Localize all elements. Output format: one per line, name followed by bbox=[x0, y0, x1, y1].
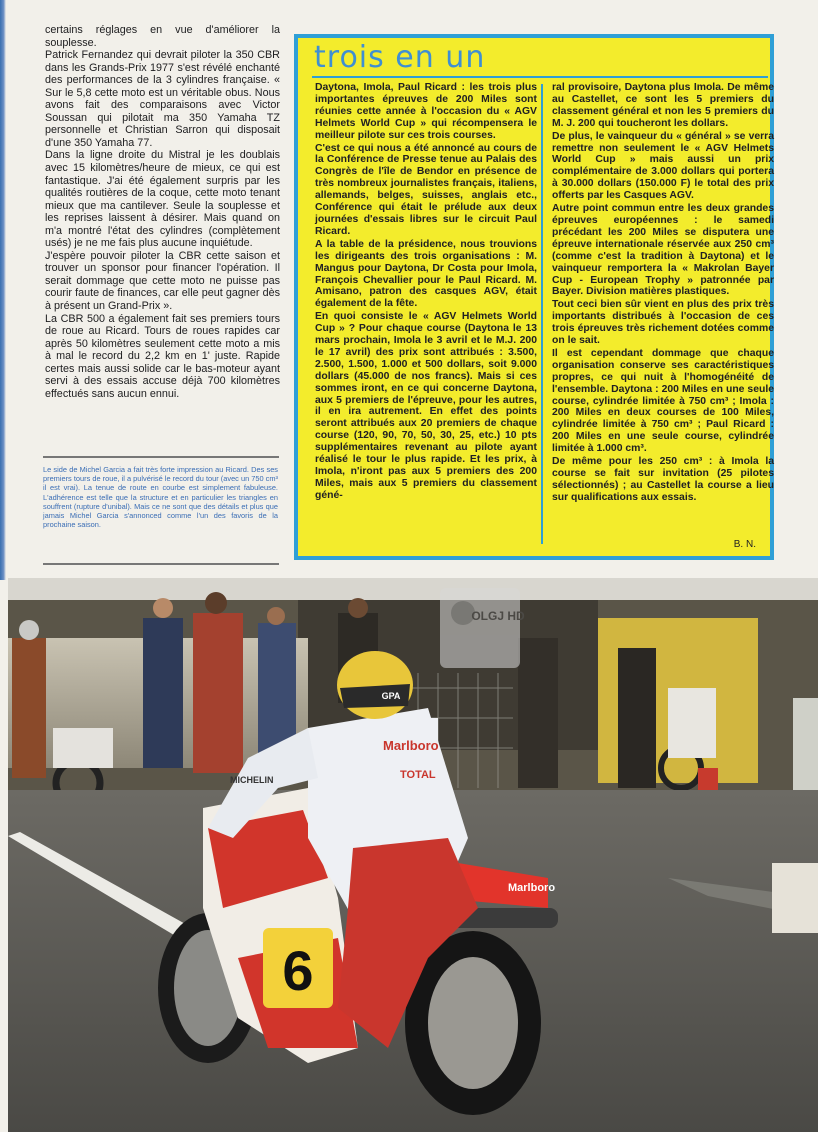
watermark-logo bbox=[440, 588, 525, 668]
race-photo-illustration bbox=[8, 578, 818, 1132]
rider-sponsor-label: Marlboro bbox=[383, 738, 439, 753]
box-column-1 bbox=[315, 82, 537, 503]
article-paragraph: Patrick Fernandez qui devrait piloter la 350 CBR dans les Grands-Prix 1977 s'est révélé enchanté des performances de la 3 cylindres française. « Sur le 5,8 cette moto est un véritable obus. Nous avons fait des comparaisons avec Victor Soussan qui pilotait ma 350 Yamaha TZ personnelle et Christian Sarron qui disposait d'une 350 Yamaha 77. bbox=[45, 49, 280, 149]
page-edge-stripe bbox=[0, 0, 6, 580]
box-paragraph: Autre point commun entre les deux grandes épreuves européennes : le samedi précédant les 200 Miles se disputera une épreuve internationale réservée aux 250 cm³ (comme c'est la tradition à Daytona) et le vainqueur remportera la « Makrolan Bayer Cup - European Trophy » patronnée par Bayer. Division matières plastiques. bbox=[552, 203, 774, 298]
trackside-barrier bbox=[772, 863, 818, 933]
box-paragraph: De plus, le vainqueur du « général » se verra remettre non seulement le « AGV Helmets World Cup » mais aussi un prix complémentaire de 3.000 dollars qui portera à 30.000 dollars (150.000 F) le total des prix offerts par les Casques AGV. bbox=[552, 130, 774, 202]
box-paragraph: Tout ceci bien sûr vient en plus des prix très importants distribués à l'occasion de ces trois épreuves très richement dotées comme on le sait. bbox=[552, 299, 774, 347]
box-title-rule bbox=[312, 76, 768, 78]
box-paragraph: De même pour les 250 cm³ : à Imola la course se fait sur invitation (25 pilotes sélectionnés) ; au Castellet la course a lieu sur qualifications aux essais. bbox=[552, 456, 774, 503]
box-column-divider bbox=[541, 84, 543, 544]
watermark-text: OLGJ HD bbox=[471, 609, 525, 623]
pit-roof bbox=[8, 578, 818, 600]
helmet-sponsor-label: GPA bbox=[381, 691, 401, 701]
box-paragraph: Il est cependant dommage que chaque organisation conserve ses caractéristiques propres, ce qui nuit à l'homogénéité de l'ensemble. Daytona : 200 Miles en une seule course, cylindrée limitée à 750 cm³ ; Imola : 200 Miles en deux courses de 100 Miles, cylindrée limitée à 750 cm³ ; Paul Ricard : 200 Miles en une seule course, cylindrée limitée à 1.000 cm³. bbox=[552, 347, 774, 455]
sidebar-box-trois-en-un bbox=[294, 34, 774, 560]
box-paragraph: ral provisoire, Daytona plus Imola. De même au Castellet, ce sont les 5 premiers du classement général et non les 5 premiers du M. J. 200 qui toucheront les dollars. bbox=[552, 82, 774, 129]
bike-number: 6 bbox=[282, 939, 314, 1002]
box-paragraph: C'est ce qui nous a été annoncé au cours de la Conférence de Presse tenue au Palais des Congrès de l'île de Bendor en présence de très nombreux journalistes français, italiens, allemands, belges, suisses, anglais etc., Conférence qui était le prélude aux deux journées d'essais libres sur le circuit Paul Ricard. bbox=[315, 142, 537, 237]
box-paragraph: En quoi consiste le « AGV Helmets World Cup » ? Pour chaque course (Daytona le 13 mars prochain, Imola le 3 avril et le M.J. 200 le 17 avril) des prix sont attribués : 3.500, 2.500, 1.500, 1.000 et 500 dollars, soit 9.000 dollars (45.000 de nos francs). Mais si ces sommes iront, en ce qui concerne Daytona, aux 5 premiers de l'épreuve, pour les autres, il en ira autrement. En effet des points seront attribués aux 20 premiers de chaque course (120, 90, 70, 50, 30, 25, etc.) 10 pts supplémentaires revenant au pilote ayant réalisé le tour le plus rapide. Et les prix, à Imola, n'iront pas aux 5 premiers des 200 Miles, mais aux 5 premiers du classement géné- bbox=[315, 311, 537, 501]
photo-caption: Le side de Michel Garcia a fait très forte impression au Ricard. Des ses premiers tours de roue, il a pulvérisé le record du tour (avec un 750 cm³ il est vrai). La tenue de route en courbe est simplement fabuleuse. L'adhérence est telle que la structure et en particulier les triangles en souffrent (rupture d'unibal). Mais ce ne sont que des détails et plus que jamais Michel Garcia s'annonced comme l'un des favoris de la prochaine saison. bbox=[43, 465, 278, 530]
article-paragraph: Dans la ligne droite du Mistral je les doublais avec 15 kilomètres/heure de mieux, ce qui est fantastique. J'ai été également surpris par les qualités routières de la coque, cette moto tenant mieux que ma cantilever. Seule la souplesse et les reprises laissent à désirer. Mais quand on m'a montré l'état des cylindres (complètement usés) je ne me fais plus aucune inquiétude. bbox=[45, 149, 280, 250]
box-column-2 bbox=[552, 82, 774, 505]
box-paragraph: Daytona, Imola, Paul Ricard : les trois plus importantes épreuves de 200 Miles sont réunies cette année à l'occasion du « AGV Helmets World Cup » qui récompensera le meilleur pilote sur ces trois courses. bbox=[315, 82, 537, 141]
rider-sponsor-label: MICHELIN bbox=[230, 775, 274, 785]
tail-sponsor-label: Marlboro bbox=[508, 882, 556, 894]
article-paragraph: La CBR 500 a également fait ses premiers tours de roue au Ricard. Tours de roues rapides car après 50 kilomètres seulement cette moto a mis à mal le record du 2,2 km en 1' juste. Rapide certes mais aussi solide car le bas-moteur ayant servi à des essais accuse déjà 700 kilomètres effectués sans aucun ennui. bbox=[45, 312, 280, 400]
box-title: trois en un bbox=[314, 40, 486, 75]
race-photo bbox=[8, 578, 818, 1132]
caption-bottom-rule bbox=[43, 563, 279, 565]
caption-top-rule bbox=[43, 456, 279, 458]
article-paragraph: J'espère pouvoir piloter la CBR cette saison et trouver un sponsor pour financer l'opération. Il serait dommage que cette moto ne puisse pas courir faute de finances, car elle peut gagner dès à présent un Grand-Prix ». bbox=[45, 249, 280, 313]
box-paragraph: A la table de la présidence, nous trouvions les dirigeants des trois organisations : M. Mangus pour Daytona, Dr Costa pour Imola, François Chevallier pour le Paul Ricard. M. Amisano, patron des casques AGV, était également de la fête. bbox=[315, 238, 537, 310]
author-signature: B. N. bbox=[733, 539, 756, 550]
left-article-column bbox=[45, 24, 280, 400]
article-paragraph: certains réglages en vue d'améliorer la souplesse. bbox=[45, 24, 280, 49]
rider-sponsor-label: TOTAL bbox=[400, 769, 436, 781]
